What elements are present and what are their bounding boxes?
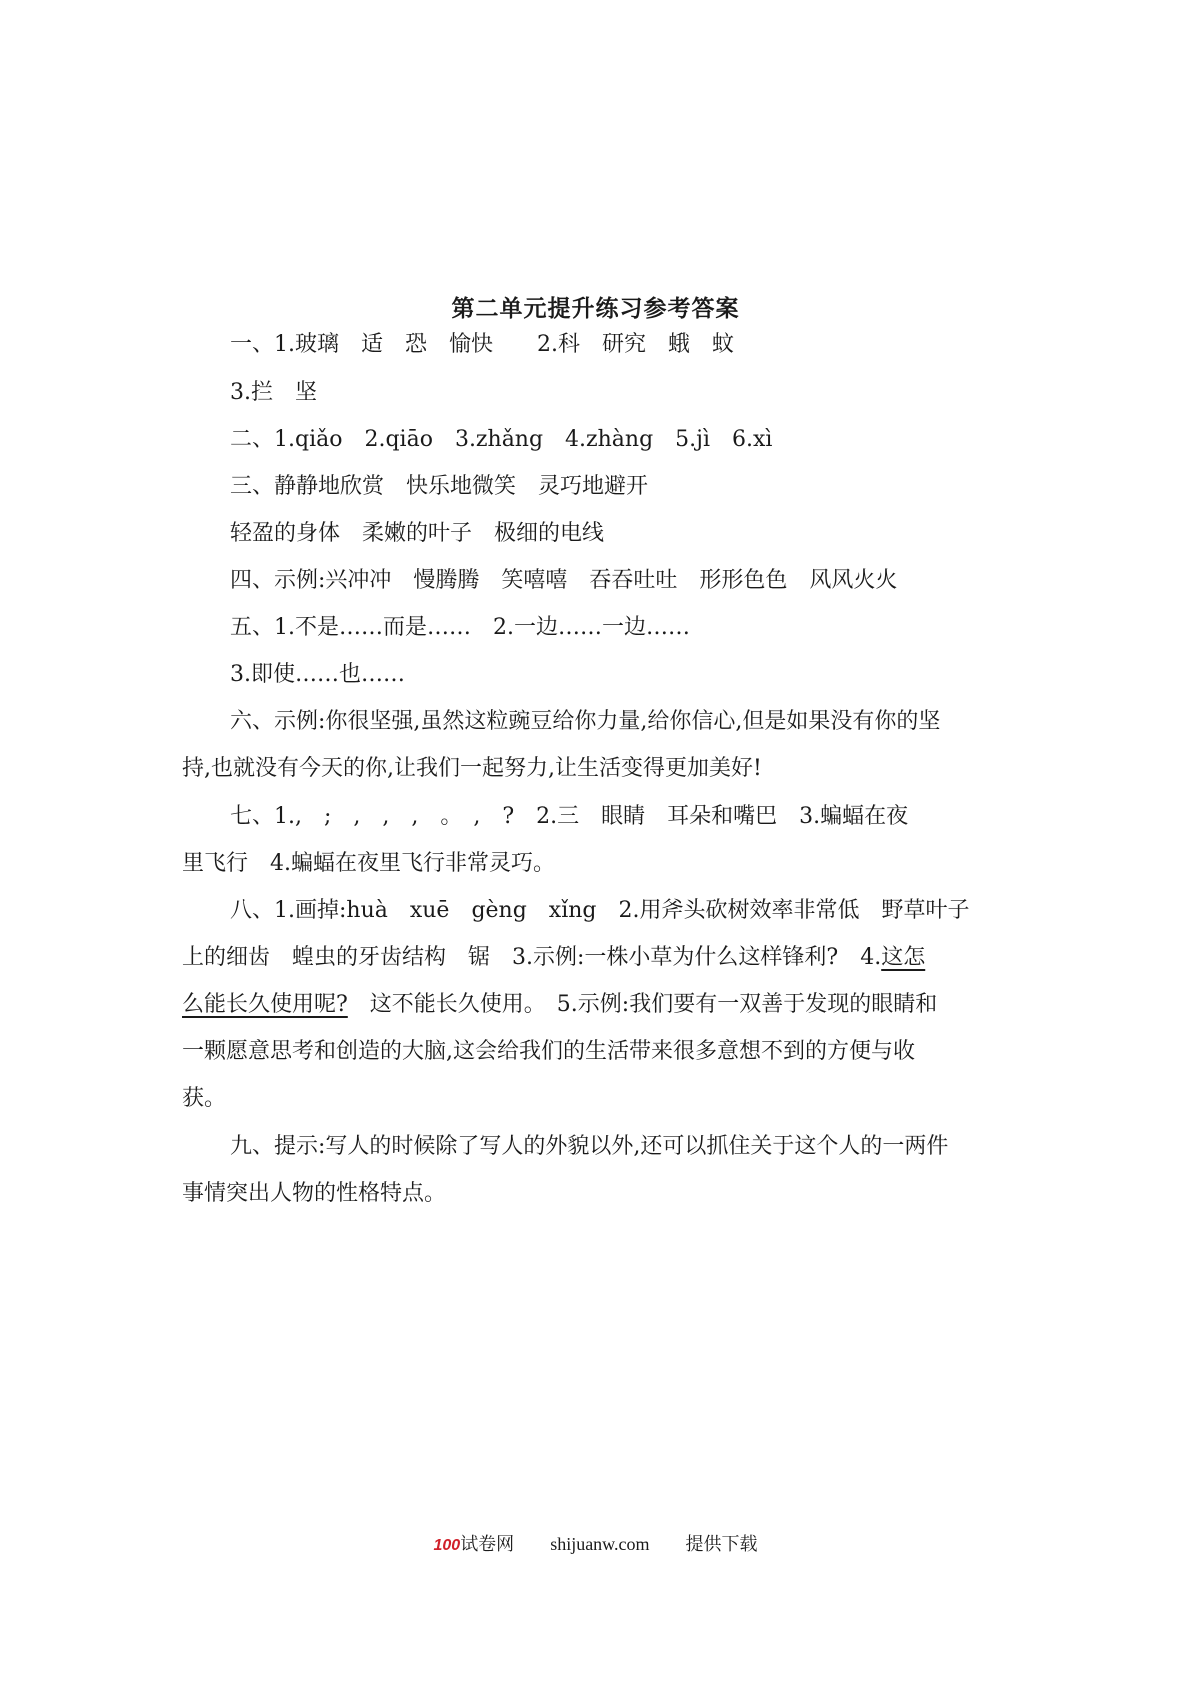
page-footer [0,1530,1191,1556]
underlined-sentence-part-1: 这怎 [881,945,926,970]
answer-line-7: 五、1.不是……而是…… 2.一边……一边…… [230,615,690,640]
answer-line-13: 八、1.画掉:huà xuē gèng xǐng 2.用斧头砍树效率非常低 野草叶子 [230,898,970,923]
answer-line-3: 二、1.qiǎo 2.qiāo 3.zhǎng 4.zhàng 5.jì 6.xì [230,427,773,452]
site-domain[interactable]: shijuanw.com [550,1534,650,1554]
answer-line-5: 轻盈的身体 柔嫩的叶子 极细的电线 [230,521,605,546]
answer-line-15-text: 这不能长久使用。 5.示例:我们要有一双善于发现的眼睛和 [347,992,938,1017]
answer-line-14-text: 上的细齿 蝗虫的牙齿结构 锯 3.示例:一株小草为什么这样锋利? 4. [182,945,882,970]
answer-line-12: 里飞行 4.蝙蝠在夜里飞行非常灵巧。 [182,851,555,876]
site-logo: 100 [433,1537,461,1554]
answer-line-18: 九、提示:写人的时候除了写人的外貌以外,还可以抓住关于这个人的一两件 [230,1134,949,1159]
answer-line-14 [182,943,925,973]
answer-line-16: 一颗愿意思考和创造的大脑,这会给我们的生活带来很多意想不到的方便与收 [182,1039,915,1064]
site-name: 试卷网 [460,1534,515,1554]
answer-line-1: 一、1.玻璃 适 恐 愉快 2.科 研究 蛾 蚊 [230,332,734,357]
download-note: 提供下载 [685,1534,758,1554]
answer-line-9: 六、示例:你很坚强,虽然这粒豌豆给你力量,给你信心,但是如果没有你的坚 [230,709,941,734]
answer-line-17: 获。 [182,1086,227,1111]
underlined-sentence-part-2: 么能长久使用呢? [182,992,348,1017]
answer-line-19: 事情突出人物的性格特点。 [182,1181,447,1206]
answer-line-15 [182,990,937,1020]
answer-line-4: 三、静静地欣赏 快乐地微笑 灵巧地避开 [230,474,649,499]
answer-line-6: 四、示例:兴冲冲 慢腾腾 笑嘻嘻 吞吞吐吐 形形色色 风风火火 [230,568,898,593]
page-title: 第二单元提升练习参考答案 [451,296,740,322]
answer-line-2: 3.拦 坚 [230,380,317,405]
answer-line-10: 持,也就没有今天的你,让我们一起努力,让生活变得更加美好! [182,756,762,781]
answer-line-11: 七、1., ; , , , 。 , ? 2.三 眼睛 耳朵和嘴巴 3.蝙蝠在夜 [230,804,909,829]
answer-line-8: 3.即使……也…… [230,662,405,687]
